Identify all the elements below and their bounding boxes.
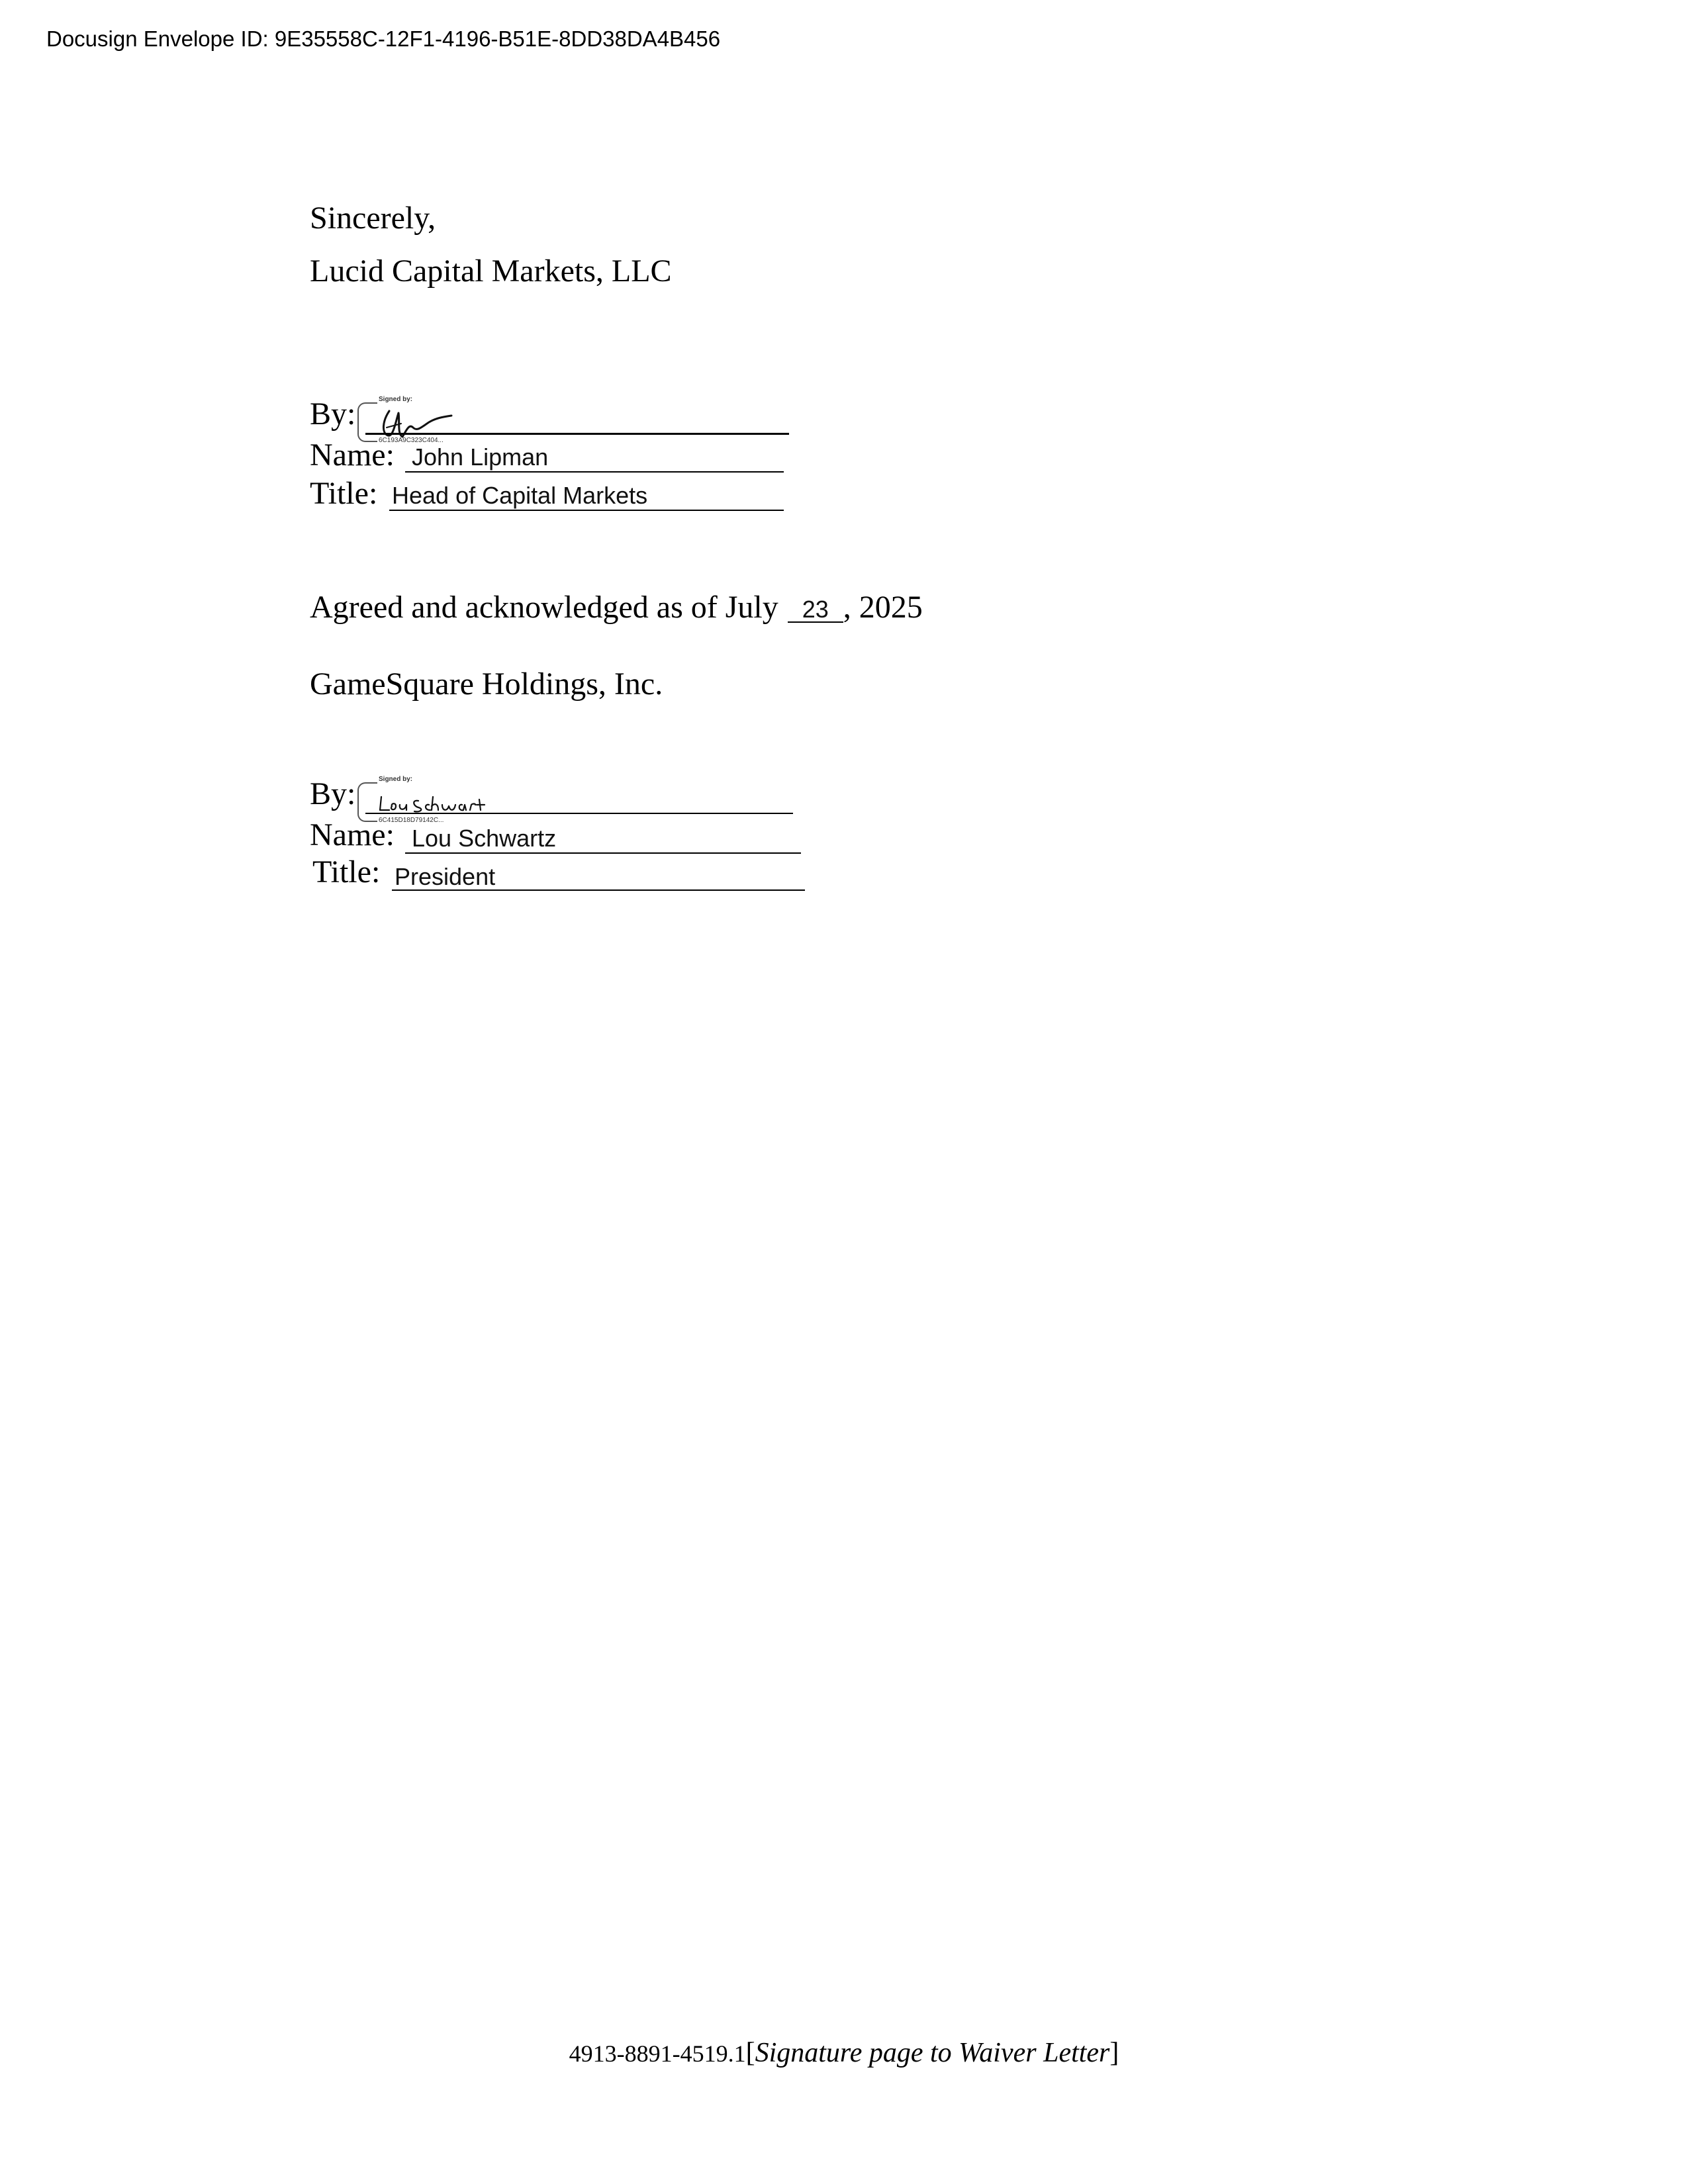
stamp-id: 6C193A9C323C404... xyxy=(379,437,444,444)
by-label: By: xyxy=(310,776,356,811)
name-line xyxy=(405,852,801,854)
acknowledgement-year: , 2025 xyxy=(843,590,923,625)
footer-close-bracket: ] xyxy=(1109,2038,1119,2068)
day-field xyxy=(788,589,843,625)
day-value: 23 xyxy=(802,596,829,623)
acknowledgement-text xyxy=(310,589,923,625)
name-line xyxy=(405,471,784,473)
salutation: Sincerely, xyxy=(310,201,436,236)
by-line xyxy=(365,813,793,814)
title-label: Title: xyxy=(312,854,381,889)
name-value: Lou Schwartz xyxy=(412,825,557,852)
page-footer xyxy=(0,2037,1688,2069)
acknowledgement-prefix: Agreed and acknowledged as of July xyxy=(310,590,778,625)
title-value: Head of Capital Markets xyxy=(392,482,648,509)
name-label: Name: xyxy=(310,437,395,473)
sender-company: Lucid Capital Markets, LLC xyxy=(310,253,672,289)
name-label: Name: xyxy=(310,817,395,852)
day-line xyxy=(788,621,843,623)
footer-open-bracket: [ xyxy=(745,2038,755,2068)
doc-number: 4913-8891-4519.1 xyxy=(569,2040,746,2067)
recipient-company: GameSquare Holdings, Inc. xyxy=(310,666,663,702)
by-label: By: xyxy=(310,396,356,432)
stamp-id: 6C415D18D79142C... xyxy=(379,817,444,824)
title-line xyxy=(392,889,805,891)
title-line xyxy=(389,510,784,511)
footer-caption: Signature page to Waiver Letter xyxy=(755,2038,1110,2068)
stamp-signed-by: Signed by: xyxy=(379,776,413,783)
title-value: President xyxy=(395,863,496,890)
name-value: John Lipman xyxy=(412,443,549,471)
envelope-id: Docusign Envelope ID: 9E35558C-12F1-4196-B51E-8DD38DA4B456 xyxy=(46,26,721,51)
title-label: Title: xyxy=(310,476,378,511)
by-line xyxy=(365,433,789,435)
stamp-signed-by: Signed by: xyxy=(379,396,413,403)
handwritten-signature-icon xyxy=(369,781,489,821)
handwritten-signature-icon xyxy=(369,401,489,441)
